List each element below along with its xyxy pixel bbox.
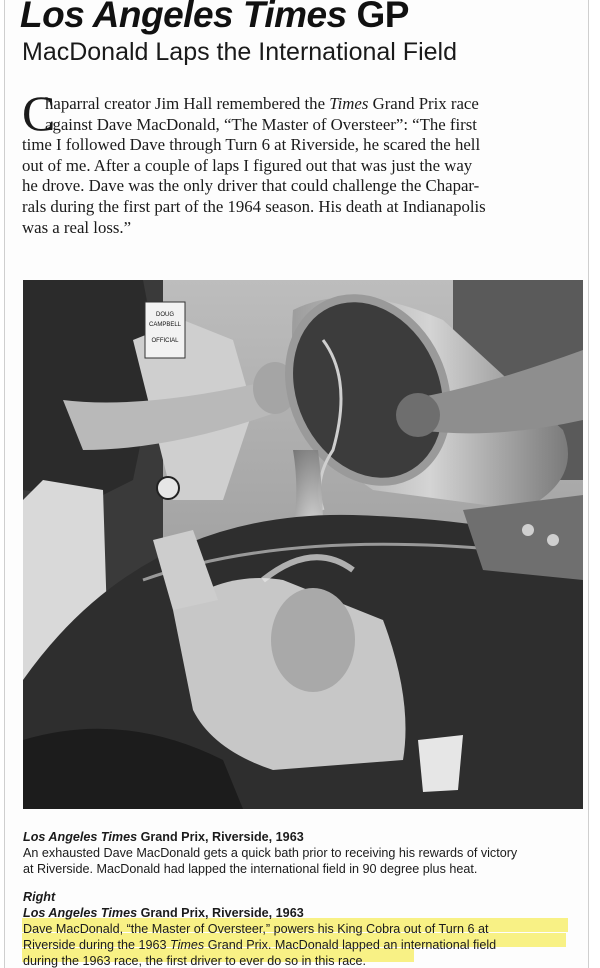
article-line-1-tail: Grand Prix race: [372, 94, 479, 113]
drop-cap: C: [22, 85, 56, 141]
caption-2-line-2-italic: Times: [170, 938, 205, 952]
article-line-1: [22, 94, 578, 115]
article-line-2: against Dave MacDonald, “The Master of Oversteer”: “The first: [45, 114, 477, 134]
caption-1-heading-rest: Grand Prix, Riverside, 1963: [140, 830, 304, 844]
title-suffix: GP: [356, 0, 409, 35]
caption-2-heading: [23, 905, 583, 921]
article-line-5: he drove. Dave was the only driver that could challenge the Chapar-: [22, 176, 480, 196]
article-line-7: was a real loss.”: [22, 217, 132, 237]
caption-2-line-1: Dave MacDonald, “the Master of Oversteer,” powers his King Cobra out of Turn 6 at: [23, 922, 489, 936]
title-main: Los Angeles Times: [20, 0, 347, 35]
article-line-1-text: haparral creator Jim Hall remembered the: [45, 94, 326, 113]
caption-2: [23, 889, 583, 968]
caption-2-line-2-pre: Riverside during the 1963: [23, 938, 167, 952]
caption-2-line-3: during the 1963 race, the first driver to ever do so in this race.: [23, 954, 367, 968]
caption-2-line-2-post: Grand Prix. MacDonald lapped an international field: [207, 938, 497, 952]
caption-2-label: Right: [23, 890, 56, 904]
race-photo-illustration: [23, 280, 583, 809]
caption-1: [23, 829, 583, 877]
caption-1-heading: [23, 829, 583, 845]
caption-2-heading-rest: Grand Prix, Riverside, 1963: [140, 906, 304, 920]
caption-2-line-2: [23, 937, 583, 953]
badge-line-2: CAMPBELL: [148, 322, 182, 328]
caption-1-heading-italic: Los Angeles Times: [23, 830, 138, 844]
badge-line-3: OFFICIAL: [151, 338, 179, 344]
article-line-1-italic: Times: [329, 94, 369, 113]
page-subtitle: MacDonald Laps the International Field: [22, 38, 457, 66]
badge-line-1: DOUG: [156, 312, 174, 318]
caption-2-heading-italic: Los Angeles Times: [23, 906, 138, 920]
article-line-3: time I followed Dave through Turn 6 at Riverside, he scared the hell: [22, 135, 481, 155]
article-body: [22, 94, 578, 238]
caption-1-line-1: An exhausted Dave MacDonald gets a quick bath prior to receiving his rewards of victory: [23, 846, 518, 860]
caption-1-line-2: at Riverside. MacDonald had lapped the international field in 90 degree plus heat.: [23, 862, 478, 876]
article-line-4: out of me. After a couple of laps I figured out that was just the way: [22, 155, 473, 175]
race-photo: [23, 280, 583, 809]
article-line-6: rals during the first part of the 1964 season. His death at Indianapolis: [22, 196, 486, 216]
page-title: [20, 0, 409, 36]
